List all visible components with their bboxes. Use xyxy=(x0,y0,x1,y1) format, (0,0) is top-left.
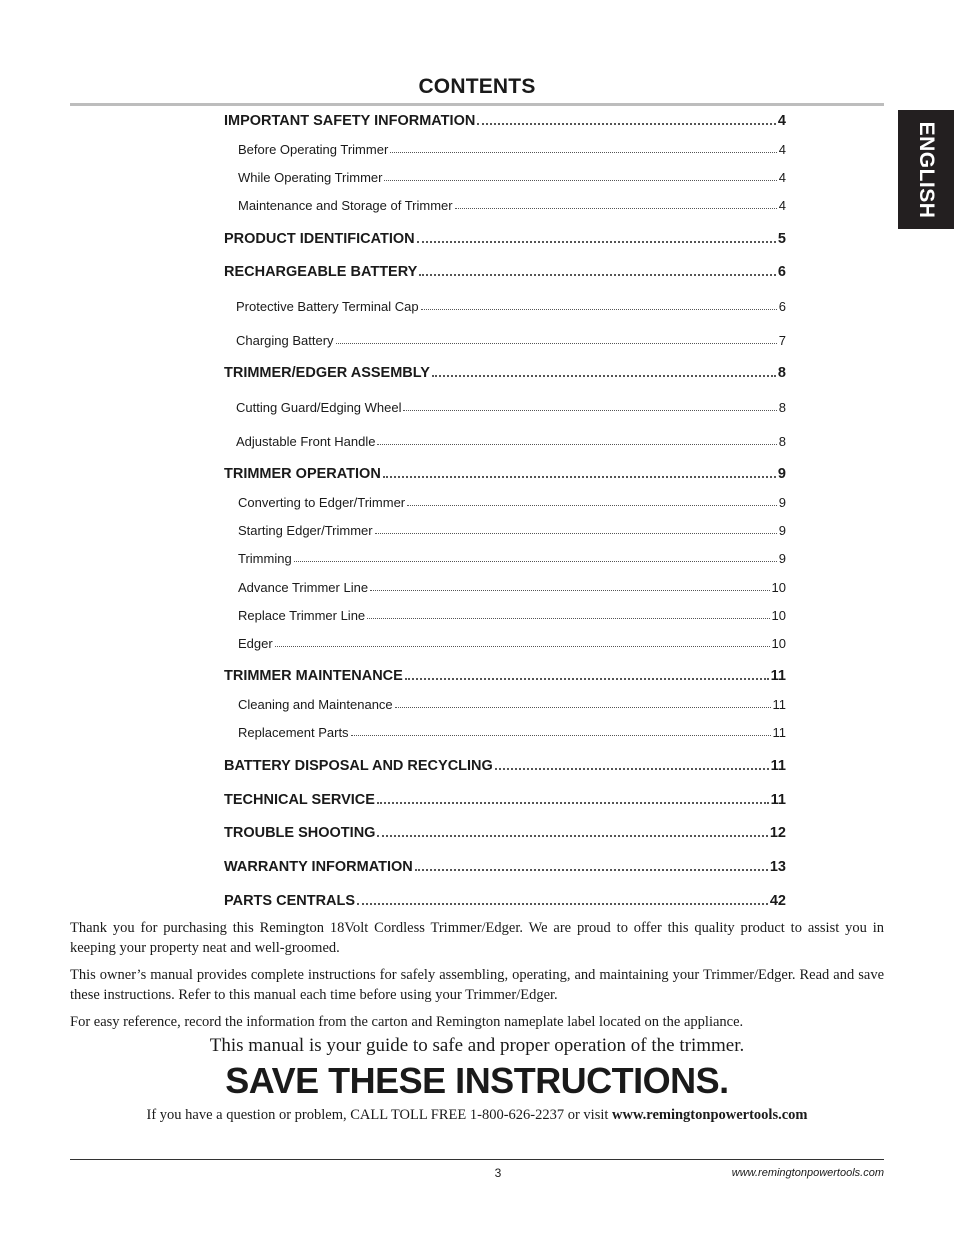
toc-label: Cleaning and Maintenance xyxy=(238,697,393,712)
toc-entry-replace-line[interactable] xyxy=(238,603,786,623)
toc-page: 9 xyxy=(778,523,786,538)
toc-page: 10 xyxy=(771,608,786,623)
toc-page: 10 xyxy=(771,636,786,651)
toc-label: TRIMMER MAINTENANCE xyxy=(224,668,403,684)
toc-leader xyxy=(455,208,777,209)
toc-entry-cutting-guard[interactable] xyxy=(236,395,786,415)
toc-leader xyxy=(390,152,776,153)
toc-leader xyxy=(375,533,777,534)
toc-leader xyxy=(351,735,771,736)
toc-page: 9 xyxy=(777,466,786,482)
toc-page: 11 xyxy=(772,697,786,712)
toc-entry-trimmer-operation[interactable] xyxy=(224,462,786,482)
toc-entry-charging-battery[interactable] xyxy=(236,328,786,348)
title-divider xyxy=(70,103,884,106)
toc-label: While Operating Trimmer xyxy=(238,170,383,185)
guide-statement: This manual is your guide to safe and proper operation of the trimmer. xyxy=(209,1035,745,1056)
toc-entry-cleaning[interactable] xyxy=(238,692,786,712)
website-link[interactable]: www.remingtonpowertools.com xyxy=(612,1107,808,1123)
toc-leader xyxy=(405,678,769,680)
toc-page: 12 xyxy=(769,825,786,841)
toc-label: TECHNICAL SERVICE xyxy=(224,792,375,808)
toc-page: 42 xyxy=(769,893,786,909)
toc-entry-rechargeable-battery[interactable] xyxy=(224,260,786,280)
toc-label: BATTERY DISPOSAL AND RECYCLING xyxy=(224,758,493,774)
toc-entry-converting[interactable] xyxy=(238,490,786,510)
toc-label: TRIMMER/EDGER ASSEMBLY xyxy=(224,365,430,381)
toc-entry-terminal-cap[interactable] xyxy=(236,294,786,314)
toc-leader xyxy=(370,590,769,591)
toc-page: 11 xyxy=(770,792,786,808)
toc-entry-safety[interactable] xyxy=(224,109,786,129)
toc-leader xyxy=(419,274,776,276)
toc-label: IMPORTANT SAFETY INFORMATION xyxy=(224,113,476,129)
toc-entry-technical-service[interactable] xyxy=(224,788,786,808)
language-tab xyxy=(898,110,954,229)
intro-paragraph-2: This owner’s manual provides complete instructions for safely assembling, operating, and maintaining your Trimmer/Edger. Read and save these instructions. Refer to this manual each time before using your Trimmer/Edger. xyxy=(70,967,884,1003)
contact-text: If you have a question or problem, CALL TOLL FREE 1-800-626-2237 or visit xyxy=(146,1107,613,1123)
toc-page: 11 xyxy=(770,758,786,774)
toc-entry-maintenance-storage[interactable] xyxy=(238,193,786,213)
toc-page: 10 xyxy=(771,580,786,595)
toc-label: Adjustable Front Handle xyxy=(236,434,376,449)
toc-page: 7 xyxy=(778,333,786,348)
footer-website[interactable]: www.remingtonpowertools.com xyxy=(731,1167,884,1179)
toc-leader xyxy=(377,444,776,445)
toc-label: PRODUCT IDENTIFICATION xyxy=(224,231,415,247)
toc-label: Converting to Edger/Trimmer xyxy=(238,495,406,510)
language-tab-label: ENGLISH xyxy=(915,121,938,218)
toc-label: Starting Edger/Trimmer xyxy=(238,523,373,538)
toc-leader xyxy=(415,869,768,871)
intro-paragraph-3: For easy reference, record the information from the carton and Remington nameplate label located on the appliance. xyxy=(70,1014,744,1030)
toc-page: 4 xyxy=(778,198,786,213)
toc-label: WARRANTY INFORMATION xyxy=(224,859,413,875)
toc-page: 6 xyxy=(777,264,786,280)
toc-page: 13 xyxy=(769,859,786,875)
toc-leader xyxy=(384,180,776,181)
toc-leader xyxy=(377,802,769,804)
toc-entry-trimmer-maintenance[interactable] xyxy=(224,664,786,684)
toc-page: 8 xyxy=(778,434,786,449)
toc-page: 4 xyxy=(777,113,786,129)
toc-entry-advance-line[interactable] xyxy=(238,575,786,595)
toc-leader xyxy=(407,505,777,506)
toc-leader xyxy=(336,343,777,344)
toc-leader xyxy=(275,646,770,647)
toc-leader xyxy=(421,309,777,310)
toc-page: 5 xyxy=(777,231,786,247)
intro-paragraph-1: Thank you for purchasing this Remington 18Volt Cordless Trimmer/Edger. We are proud to offer this quality product to assist you in keeping your property neat and well-groomed. xyxy=(70,920,884,956)
save-instructions-heading: SAVE THESE INSTRUCTIONS. xyxy=(225,1060,729,1101)
toc-label: Charging Battery xyxy=(236,333,334,348)
toc-label: Cutting Guard/Edging Wheel xyxy=(236,400,402,415)
toc-leader xyxy=(395,707,771,708)
toc-leader xyxy=(432,375,776,377)
toc-page: 11 xyxy=(772,725,786,740)
toc-page: 4 xyxy=(778,142,786,157)
toc-label: Maintenance and Storage of Trimmer xyxy=(238,198,453,213)
toc-leader xyxy=(294,561,777,562)
toc-leader xyxy=(383,476,776,478)
toc-page: 6 xyxy=(778,299,786,314)
toc-page: 4 xyxy=(778,170,786,185)
toc-label: Before Operating Trimmer xyxy=(238,142,389,157)
toc-label: Protective Battery Terminal Cap xyxy=(236,299,419,314)
toc-page: 9 xyxy=(778,551,786,566)
contact-line xyxy=(0,1107,954,1124)
toc-entry-trimming[interactable] xyxy=(238,546,786,566)
toc-label: TROUBLE SHOOTING xyxy=(224,825,376,841)
toc-entry-assembly[interactable] xyxy=(224,361,786,381)
toc-label: PARTS CENTRALS xyxy=(224,893,356,909)
toc-leader xyxy=(357,903,768,905)
toc-entry-product-identification[interactable] xyxy=(224,227,786,247)
toc-entry-while-operating[interactable] xyxy=(238,165,786,185)
page-number: 3 xyxy=(494,1166,502,1180)
toc-page: 11 xyxy=(770,668,786,684)
toc-entry-replacement-parts[interactable] xyxy=(238,720,786,740)
toc-leader xyxy=(377,835,767,837)
page-title: CONTENTS xyxy=(418,75,536,98)
toc-label: Edger xyxy=(238,636,273,651)
toc-entry-front-handle[interactable] xyxy=(236,429,786,449)
toc-label: Replacement Parts xyxy=(238,725,349,740)
toc-entry-starting[interactable] xyxy=(238,518,786,538)
toc-entry-warranty[interactable] xyxy=(224,855,786,875)
toc-leader xyxy=(417,241,776,243)
toc-page: 8 xyxy=(777,365,786,381)
footer-divider xyxy=(70,1159,884,1160)
toc-entry-before-operating[interactable] xyxy=(238,137,786,157)
toc-entry-edger[interactable] xyxy=(238,631,786,651)
toc-label: Replace Trimmer Line xyxy=(238,608,366,623)
toc-leader xyxy=(495,768,769,770)
toc-leader xyxy=(367,618,769,619)
toc-leader xyxy=(477,123,776,125)
toc-page: 8 xyxy=(778,400,786,415)
toc-label: Advance Trimmer Line xyxy=(238,580,369,595)
toc-label: Trimming xyxy=(238,551,292,566)
toc-entry-trouble-shooting[interactable] xyxy=(224,821,786,841)
toc-leader xyxy=(403,410,776,411)
toc-entry-battery-disposal[interactable] xyxy=(224,754,786,774)
toc-page: 9 xyxy=(778,495,786,510)
toc-entry-parts-centrals[interactable] xyxy=(224,889,786,909)
toc-label: TRIMMER OPERATION xyxy=(224,466,381,482)
toc-label: RECHARGEABLE BATTERY xyxy=(224,264,418,280)
